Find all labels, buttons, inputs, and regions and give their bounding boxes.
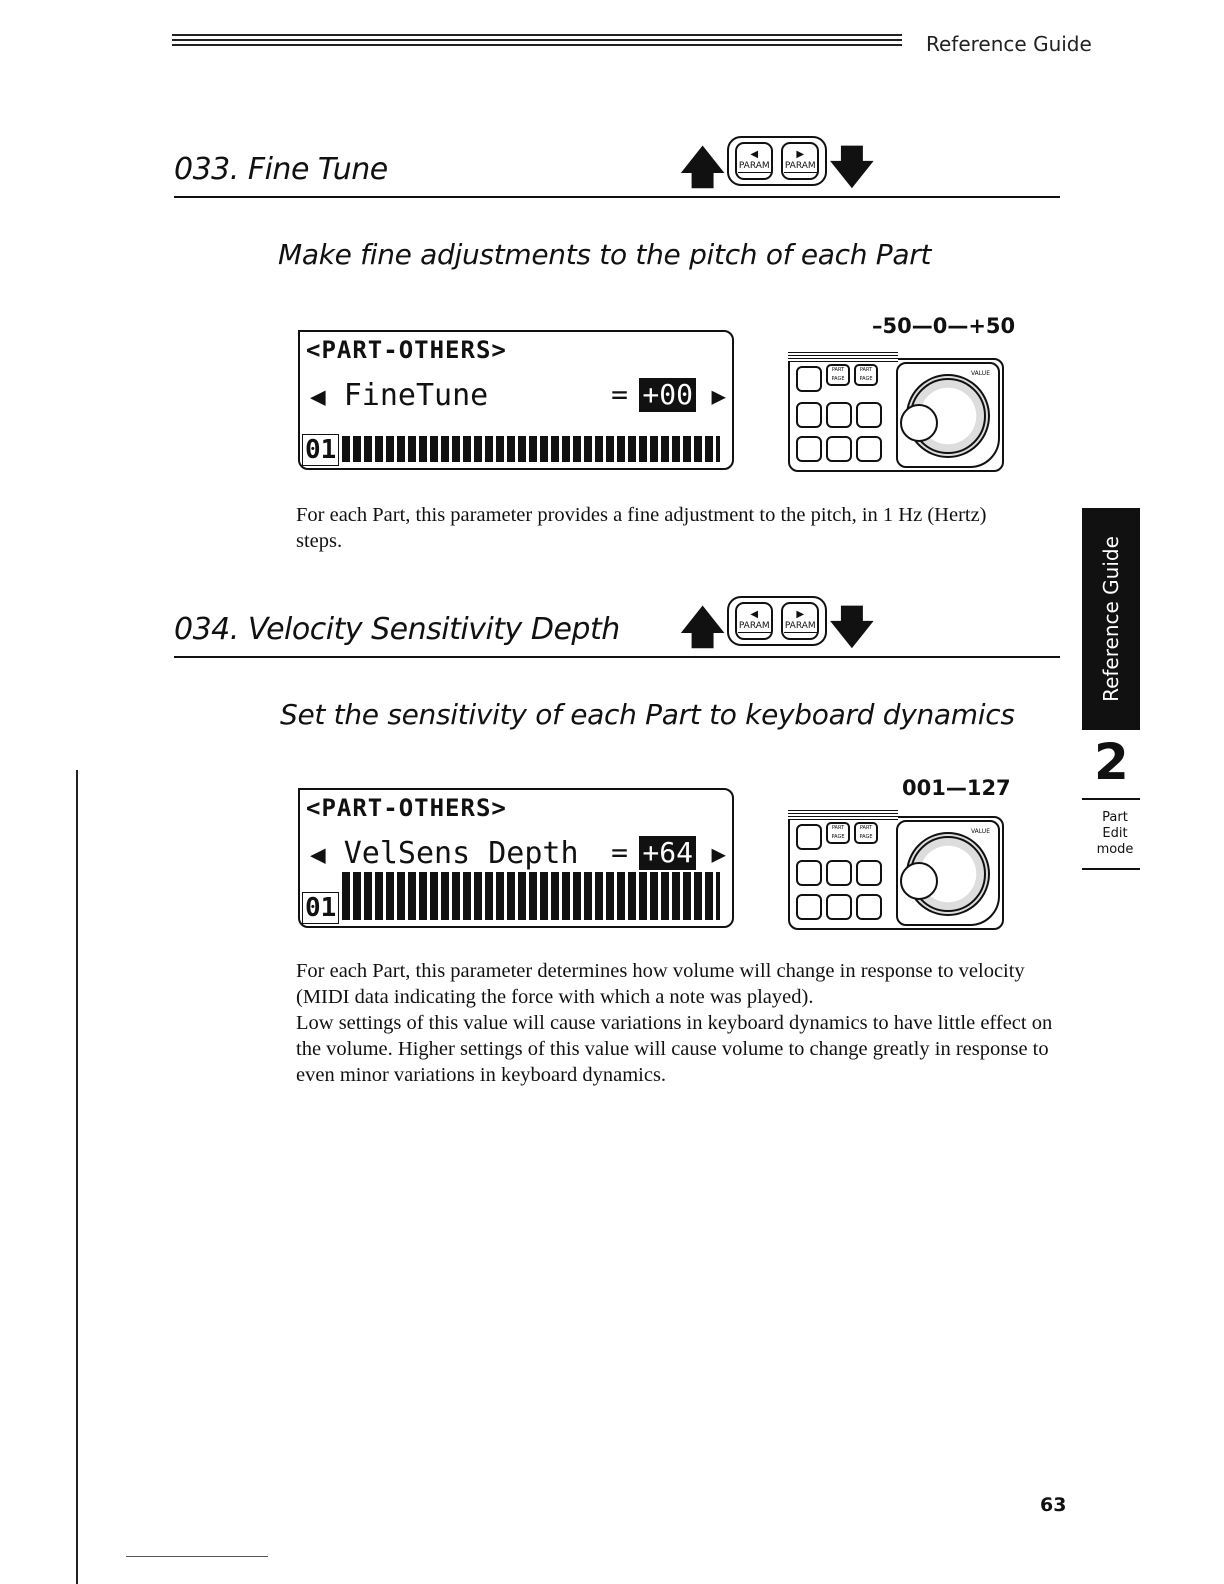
header-rule — [172, 34, 902, 52]
dial-knob-icon — [900, 404, 938, 442]
side-rule — [1082, 868, 1140, 870]
body-paragraph: Low settings of this value will cause variations in keyboard dynamics to have little effect on the volume. Higher settings of this value will cause volume to change greatly in response to even minor variations in keyboard dynamics. — [296, 1012, 1053, 1086]
panel-key — [856, 436, 882, 462]
section-heading-fine-tune: 033. Fine Tune — [174, 152, 388, 187]
lcd-equals: = — [611, 378, 628, 411]
right-triangle-icon: ▶ — [796, 149, 805, 160]
right-indicator-icon: ▶ — [711, 840, 726, 868]
param-left-button: ◀ PARAM — [735, 602, 773, 640]
left-triangle-icon: ◀ — [750, 609, 759, 620]
param-nav-buttons — [680, 134, 875, 193]
section-subheading: Set the sensitivity of each Part to keyboard dynamics — [280, 698, 1015, 731]
down-arrow-icon: 🡇 — [829, 142, 875, 193]
up-arrow-icon: 🡅 — [680, 602, 726, 653]
value-range: –50—0—+50 — [872, 314, 1016, 338]
left-indicator-icon: ◀ — [310, 382, 326, 412]
panel-key — [856, 860, 882, 886]
lcd-value: +00 — [639, 378, 696, 412]
section-rule — [174, 656, 1060, 658]
body-paragraph: For each Part, this parameter determines how volume will change in response to velocity (MIDI data indicating the force with which a note was played). — [296, 960, 1025, 1008]
value-range: 001—127 — [902, 776, 1011, 800]
down-arrow-icon: 🡇 — [829, 602, 875, 653]
panel-key — [856, 402, 882, 428]
panel-key — [826, 402, 852, 428]
lcd-menu-title: <PART-OTHERS> — [306, 794, 507, 822]
value-dial-frame: VALUE — [896, 362, 1000, 468]
panel-key — [796, 824, 822, 850]
panel-key — [796, 894, 822, 920]
param-left-button: ◀ PARAM — [735, 142, 773, 180]
lcd-part-bar — [342, 436, 720, 462]
param-right-button: ▶ PARAM — [781, 142, 819, 180]
right-triangle-icon: ▶ — [796, 609, 805, 620]
lcd-part-number: 01 — [302, 892, 339, 924]
front-panel-illustration — [788, 816, 1004, 930]
panel-key — [796, 860, 822, 886]
section-heading-velocity-sensitivity-depth: 034. Velocity Sensitivity Depth — [174, 612, 620, 647]
binding-edge-rule — [76, 770, 78, 1584]
param-nav-buttons — [680, 594, 875, 653]
chapter-number: 2 — [1094, 733, 1129, 791]
left-indicator-icon: ◀ — [310, 840, 326, 870]
panel-key — [856, 894, 882, 920]
panel-key — [826, 860, 852, 886]
section-rule — [174, 196, 1060, 198]
panel-key — [796, 366, 822, 392]
panel-key — [796, 436, 822, 462]
running-header: Reference Guide — [926, 32, 1092, 56]
lcd-display — [298, 788, 734, 928]
right-indicator-icon: ▶ — [711, 382, 726, 410]
lcd-part-number: 01 — [302, 434, 339, 466]
up-arrow-icon: 🡅 — [680, 142, 726, 193]
lcd-equals: = — [611, 836, 628, 869]
lcd-param-name: FineTune — [343, 378, 489, 413]
value-dial-frame: VALUE — [896, 820, 1000, 926]
chapter-side-tab — [1082, 508, 1140, 730]
panel-key — [826, 436, 852, 462]
lcd-part-bar — [342, 872, 720, 920]
lcd-param-name: VelSens Depth — [343, 836, 579, 871]
lcd-menu-title: <PART-OTHERS> — [306, 336, 507, 364]
side-rule — [1082, 798, 1140, 800]
side-tab-title: Reference Guide — [1099, 536, 1123, 702]
part-right-key: PART PAGE — [854, 822, 878, 844]
front-panel-illustration — [788, 358, 1004, 472]
lcd-value: +64 — [639, 836, 696, 870]
dial-knob-icon — [900, 862, 938, 900]
section-body — [296, 502, 1036, 554]
left-triangle-icon: ◀ — [750, 149, 759, 160]
section-body — [296, 958, 1062, 1088]
section-subheading: Make fine adjustments to the pitch of each Part — [278, 238, 932, 271]
part-left-key: PART PAGE — [826, 364, 850, 386]
panel-key — [826, 894, 852, 920]
panel-key — [796, 402, 822, 428]
footer-rule — [126, 1556, 268, 1557]
body-paragraph: For each Part, this parameter provides a fine adjustment to the pitch, in 1 Hz (Hertz) steps. — [296, 504, 987, 552]
chapter-label: Part Edit mode — [1096, 810, 1134, 857]
param-right-button: ▶ PARAM — [781, 602, 819, 640]
part-right-key: PART PAGE — [854, 364, 878, 386]
part-left-key: PART PAGE — [826, 822, 850, 844]
lcd-display — [298, 330, 734, 470]
page-number: 63 — [1040, 1494, 1067, 1516]
